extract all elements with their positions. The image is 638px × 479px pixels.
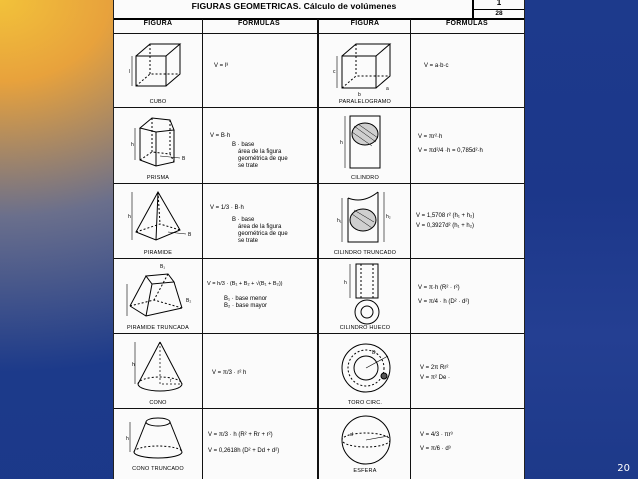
grid-divider — [202, 19, 203, 479]
header-formulas-right: FORMULAS — [445, 20, 489, 27]
svg-text:D: D — [372, 350, 376, 356]
formula-line: V = π/4 · h (D² · d²) — [418, 299, 470, 305]
formula-line: se trate — [238, 163, 259, 169]
cube-figure — [128, 40, 190, 98]
grid-divider-center — [317, 19, 319, 479]
formula-line: B₁ · base menor — [224, 296, 268, 302]
truncated-cone-figure — [126, 414, 192, 462]
formula-line: V = a·b·c — [424, 63, 449, 69]
formula-line: V = πr²·h — [418, 134, 443, 140]
page-title: FIGURAS GEOMETRICAS. Cálculo de volúmenes — [191, 1, 397, 11]
svg-text:h: h — [126, 436, 129, 442]
figure-label: PIRAMIDE — [143, 250, 173, 256]
row-divider — [114, 183, 524, 184]
torus-figure — [336, 338, 398, 400]
svg-text:h₂: h₂ — [386, 214, 391, 220]
grid-divider — [410, 19, 411, 479]
header-formulas-left: FORMULAS — [237, 20, 281, 27]
figure-label: CILINDRO — [351, 175, 379, 181]
svg-text:d: d — [350, 432, 353, 438]
formula-line: V = π·h (R² · r²) — [418, 285, 460, 291]
svg-text:B: B — [182, 156, 186, 162]
formula-line: V = 1,5708 r² (h₁ + h₂) — [416, 213, 475, 219]
figure-label: CILINDRO HUECO — [339, 325, 391, 331]
figure-label: PRISMA — [146, 175, 170, 181]
svg-text:B: B — [188, 232, 192, 238]
svg-text:h: h — [340, 140, 343, 146]
figure-label: TORO CIRC. — [347, 400, 383, 406]
svg-text:c: c — [333, 69, 336, 75]
sheet-number-top: 1 — [496, 0, 502, 7]
formula-line: V = π/3 · r² h — [212, 370, 247, 376]
svg-text:B₁: B₁ — [160, 264, 166, 270]
truncated-cylinder-figure — [336, 188, 396, 248]
hollow-cylinder-figure — [344, 262, 392, 326]
sheet-number-bottom: 28 — [474, 9, 524, 17]
svg-text:h: h — [344, 280, 347, 286]
row-divider — [114, 333, 524, 334]
formula-line: V = h/3 · (B₁ + B₂ + √(B₁ + B₂)) — [207, 281, 283, 287]
formula-line: V = 4/3 · πr³ — [420, 432, 453, 438]
svg-text:B₂: B₂ — [186, 298, 192, 304]
svg-text:b: b — [358, 92, 361, 98]
svg-text:l: l — [129, 69, 131, 75]
figure-label: PIRAMIDE TRUNCADA — [127, 325, 189, 331]
formula-line: geométrica de que — [238, 231, 288, 237]
formula-line: B₂ · base mayor — [224, 303, 268, 309]
formula-line: V = 0,2618h (D² + Dd + d²) — [208, 448, 280, 454]
svg-text:a: a — [386, 86, 389, 92]
formula-line: V = 2π Rr² — [420, 365, 449, 371]
title-bar — [114, 0, 524, 20]
formula-line: B · base — [232, 142, 255, 148]
svg-text:r: r — [170, 378, 172, 384]
figure-label: ESFERA — [353, 468, 377, 474]
formula-line: área de la figura — [238, 149, 282, 155]
formula-line: V = l³ — [214, 63, 229, 69]
formula-line: área de la figura — [238, 224, 282, 230]
cone-figure — [132, 338, 190, 398]
formula-line: V = 0,3927d² (h₁ + h₂) — [416, 223, 475, 229]
cylinder-figure — [340, 112, 392, 174]
formula-line: V = π/3 · h (R² + Rr + r²) — [208, 432, 273, 438]
truncated-pyramid-figure — [124, 262, 194, 324]
formula-line: V = B·h — [210, 133, 231, 139]
figure-label: CILINDRO TRUNCADO — [333, 250, 397, 256]
page-number: 20 — [617, 463, 630, 474]
formula-line: V = π/6 · d³ — [420, 446, 451, 452]
formula-line: V = π² De · — [420, 375, 450, 381]
sheet-number-box — [472, 0, 524, 18]
parallelepiped-figure — [332, 40, 402, 98]
svg-text:h: h — [128, 214, 131, 220]
svg-text:h: h — [131, 142, 134, 148]
row-divider — [114, 33, 524, 34]
formula-line: V = 1/3 · B·h — [210, 205, 244, 211]
formula-line: B · base — [232, 217, 255, 223]
formula-line: V = πd²/4 ·h = 0,785d²·h — [418, 148, 483, 154]
formula-line: geométrica de que — [238, 156, 288, 162]
row-divider — [114, 107, 524, 108]
svg-text:h₁: h₁ — [337, 218, 342, 224]
row-divider — [114, 408, 524, 409]
figure-label: CONO — [149, 400, 167, 406]
background-right-panel — [518, 0, 638, 479]
sphere-figure — [336, 412, 398, 468]
row-divider — [114, 258, 524, 259]
formula-line: se trate — [238, 238, 259, 244]
figure-label: PARALELOGRAMO — [338, 99, 391, 105]
pyramid-figure — [128, 188, 194, 248]
figure-label: CUBO — [149, 99, 167, 105]
figure-label: CONO TRUNCADO — [132, 466, 184, 472]
header-figura-right: FIGURA — [350, 20, 380, 27]
prism-figure — [130, 112, 192, 174]
formula-sheet — [113, 0, 525, 479]
svg-text:h: h — [132, 362, 135, 368]
header-figura-left: FIGURA — [143, 20, 173, 27]
